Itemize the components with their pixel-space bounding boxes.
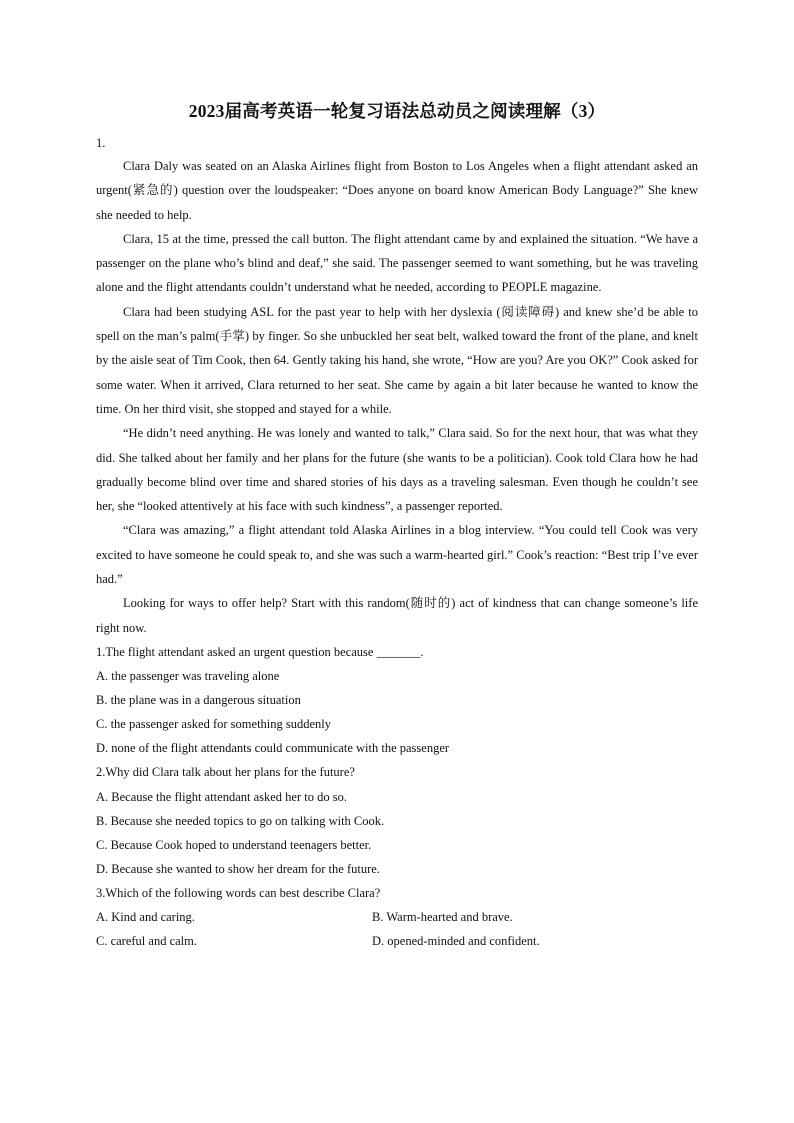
passage-paragraph: Clara Daly was seated on an Alaska Airlines flight from Boston to Los Angeles when a flight attendant asked an urgent(紧急的) question over the loudspeaker: “Does anyone on board know American Body Language?” She knew she needed to help. (96, 159, 698, 222)
option-c: C. the passenger asked for something suddenly (96, 717, 332, 732)
question-stem: 2.Why did Clara talk about her plans for the future? (96, 765, 355, 780)
passage-paragraph: Clara, 15 at the time, pressed the call button. The flight attendant came by and explained the situation. “We have a passenger on the plane who’s blind and deaf,” she said. The passenger seemed to want something, but he was traveling alone and the flight attendants couldn’t understand what he needed, according to PEOPLE magazine. (96, 231, 698, 295)
option-b: B. the plane was in a dangerous situation (96, 693, 301, 708)
option-a: A. the passenger was traveling alone (96, 669, 280, 684)
option-c: C. careful and calm. (96, 934, 197, 949)
option-d: D. Because she wanted to show her dream for the future. (96, 861, 380, 876)
question-stem: 3.Which of the following words can best describe Clara? (96, 885, 381, 900)
question-3 (96, 881, 698, 953)
option-c: C. Because Cook hoped to understand teenagers better. (96, 837, 372, 852)
question-1 (96, 640, 698, 760)
option-b: B. Because she needed topics to go on talking with Cook. (96, 813, 385, 828)
option-row (96, 905, 698, 929)
option-d: D. opened-minded and confident. (372, 934, 540, 949)
option-a: A. Kind and caring. (96, 909, 195, 924)
option-b: B. Warm-hearted and brave. (372, 909, 513, 924)
passage-paragraph: “Clara was amazing,” a flight attendant told Alaska Airlines in a blog interview. “You could tell Cook was very excited to have someone he could speak to, and she was such a warm-hearted girl.” Cook’s reaction: “Best trip I’ve ever had.” (96, 523, 698, 587)
option-a: A. Because the flight attendant asked her to do so. (96, 789, 347, 804)
document-body (96, 132, 698, 953)
reading-passage (96, 154, 698, 640)
passage-paragraph: Clara had been studying ASL for the past year to help with her dyslexia (阅读障碍) and knew she’d be able to spell on the man’s palm(手掌) by finger. So she unbuckled her seat belt, walked toward the front of the plane, and knelt by the aisle seat of Tim Cook, then 64. Gently taking his hand, she wrote, “How are you? Are you OK?” Cook asked for some water. When it arrived, Clara returned to her seat. She came by again a bit later because he wanted to know the time. On her third visit, she stopped and stayed for a while. (96, 304, 698, 416)
question-stem: 1.The flight attendant asked an urgent question because _______. (96, 644, 424, 659)
question-2 (96, 760, 698, 880)
page-title: 2023届高考英语一轮复习语法总动员之阅读理解（3） (188, 101, 606, 121)
passage-paragraph: Looking for ways to offer help? Start with this random(随时的) act of kindness that can change someone’s life right now. (96, 596, 698, 635)
option-d: D. none of the flight attendants could communicate with the passenger (96, 741, 450, 756)
passage-paragraph: “He didn’t need anything. He was lonely and wanted to talk,” Clara said. So for the next hour, that was what they did. She talked about her family and her plans for the future (she wants to be a politician). Cook told Clara how he had gradually become blind over time and shared stories of his days as a traveling salesman. Even though he couldn’t see her, she “looked attentively at his face with such kindness”, a passenger reported. (96, 426, 698, 514)
option-row (96, 929, 698, 953)
section-number: 1. (96, 136, 106, 150)
